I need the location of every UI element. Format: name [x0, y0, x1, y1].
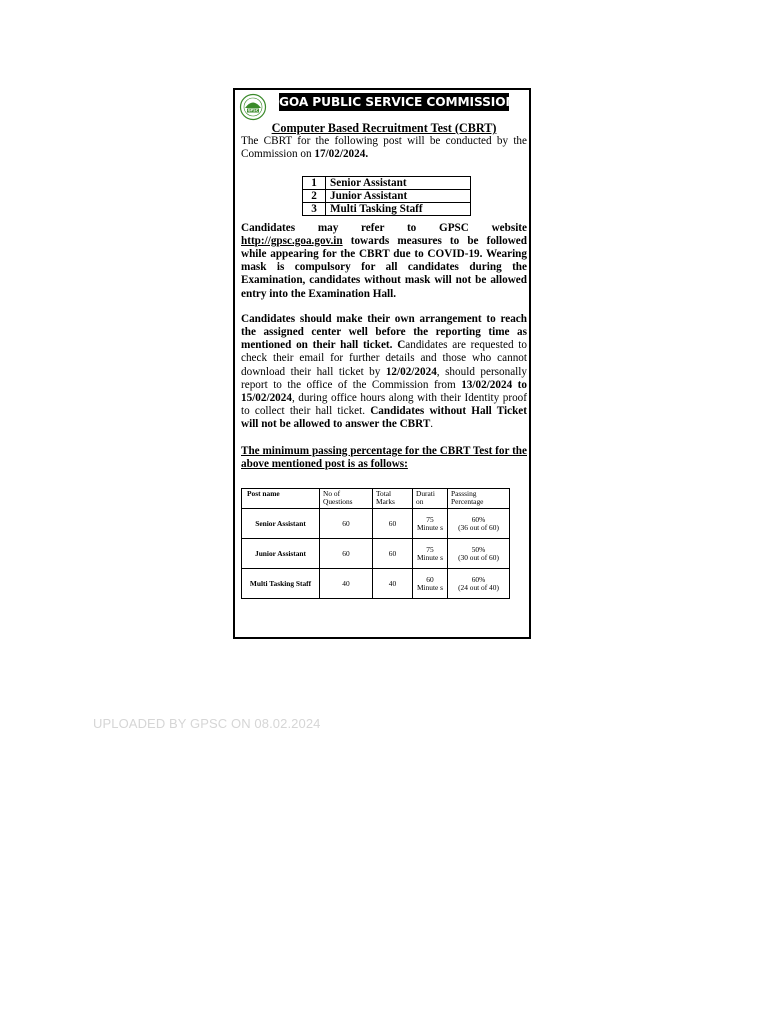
svg-text:GPSC: GPSC [247, 108, 259, 113]
passing-heading: The minimum passing percentage for the CBRT Test for the above mentioned post is as follows: [241, 444, 527, 470]
gpsc-website-link[interactable]: http://gpsc.goa.gov.in [241, 234, 343, 247]
notice-frame [233, 88, 531, 639]
gpsc-emblem-icon [239, 93, 267, 121]
notice-heading: Computer Based Recruitment Test (CBRT) [271, 121, 497, 135]
table-row: Junior Assistant 60 60 75 Minute s 50% (30 out of 60) [242, 539, 510, 569]
table-row: 3 Multi Tasking Staff [303, 202, 471, 215]
table-row: 2 Junior Assistant [303, 189, 471, 202]
table-row: Senior Assistant 60 60 75 Minute s 60% (36 out of 60) [242, 509, 510, 539]
table-row: 1 Senior Assistant [303, 176, 471, 189]
table-row: Multi Tasking Staff 40 40 60 Minute s 60% (24 out of 40) [242, 569, 510, 599]
hall-ticket-paragraph: Candidates should make their own arrangement to reach the assigned center well before the reporting time as mentioned on their hall ticket. Candidates are requested to check their email for further details and those who cannot download their hall ticket by 12/02/2024, should personally report to the office of the Commission from 13/02/2024 to 15/02/2024, during office hours along with their Identity proof to collect their hall ticket. Candidates without Hall Ticket will not be allowed to answer the CBRT. [241, 312, 527, 431]
commission-title-banner: GOA PUBLIC SERVICE COMMISSION [279, 95, 516, 109]
notice-content [241, 122, 527, 599]
posts-table [302, 176, 471, 216]
intro-paragraph: The CBRT for the following post will be conducted by the Commission on 17/02/2024. [241, 135, 527, 161]
table-header-row: Post name No of Questions Total Marks Durati on Passsing Percentage [242, 489, 510, 509]
covid-paragraph: Candidates may refer to GPSC website http://gpsc.goa.gov.in towards measures to be followed while appearing for the CBRT due to COVID-19. Wearing mask is compulsory for all candidates during the Examination, candidates without mask will not be allowed entry into the Examination Hall. [241, 221, 527, 300]
upload-watermark: UPLOADED BY GPSC ON 08.02.2024 [93, 716, 321, 731]
exam-date: 17/02/2024. [314, 148, 369, 161]
passing-scheme-table [241, 488, 510, 599]
